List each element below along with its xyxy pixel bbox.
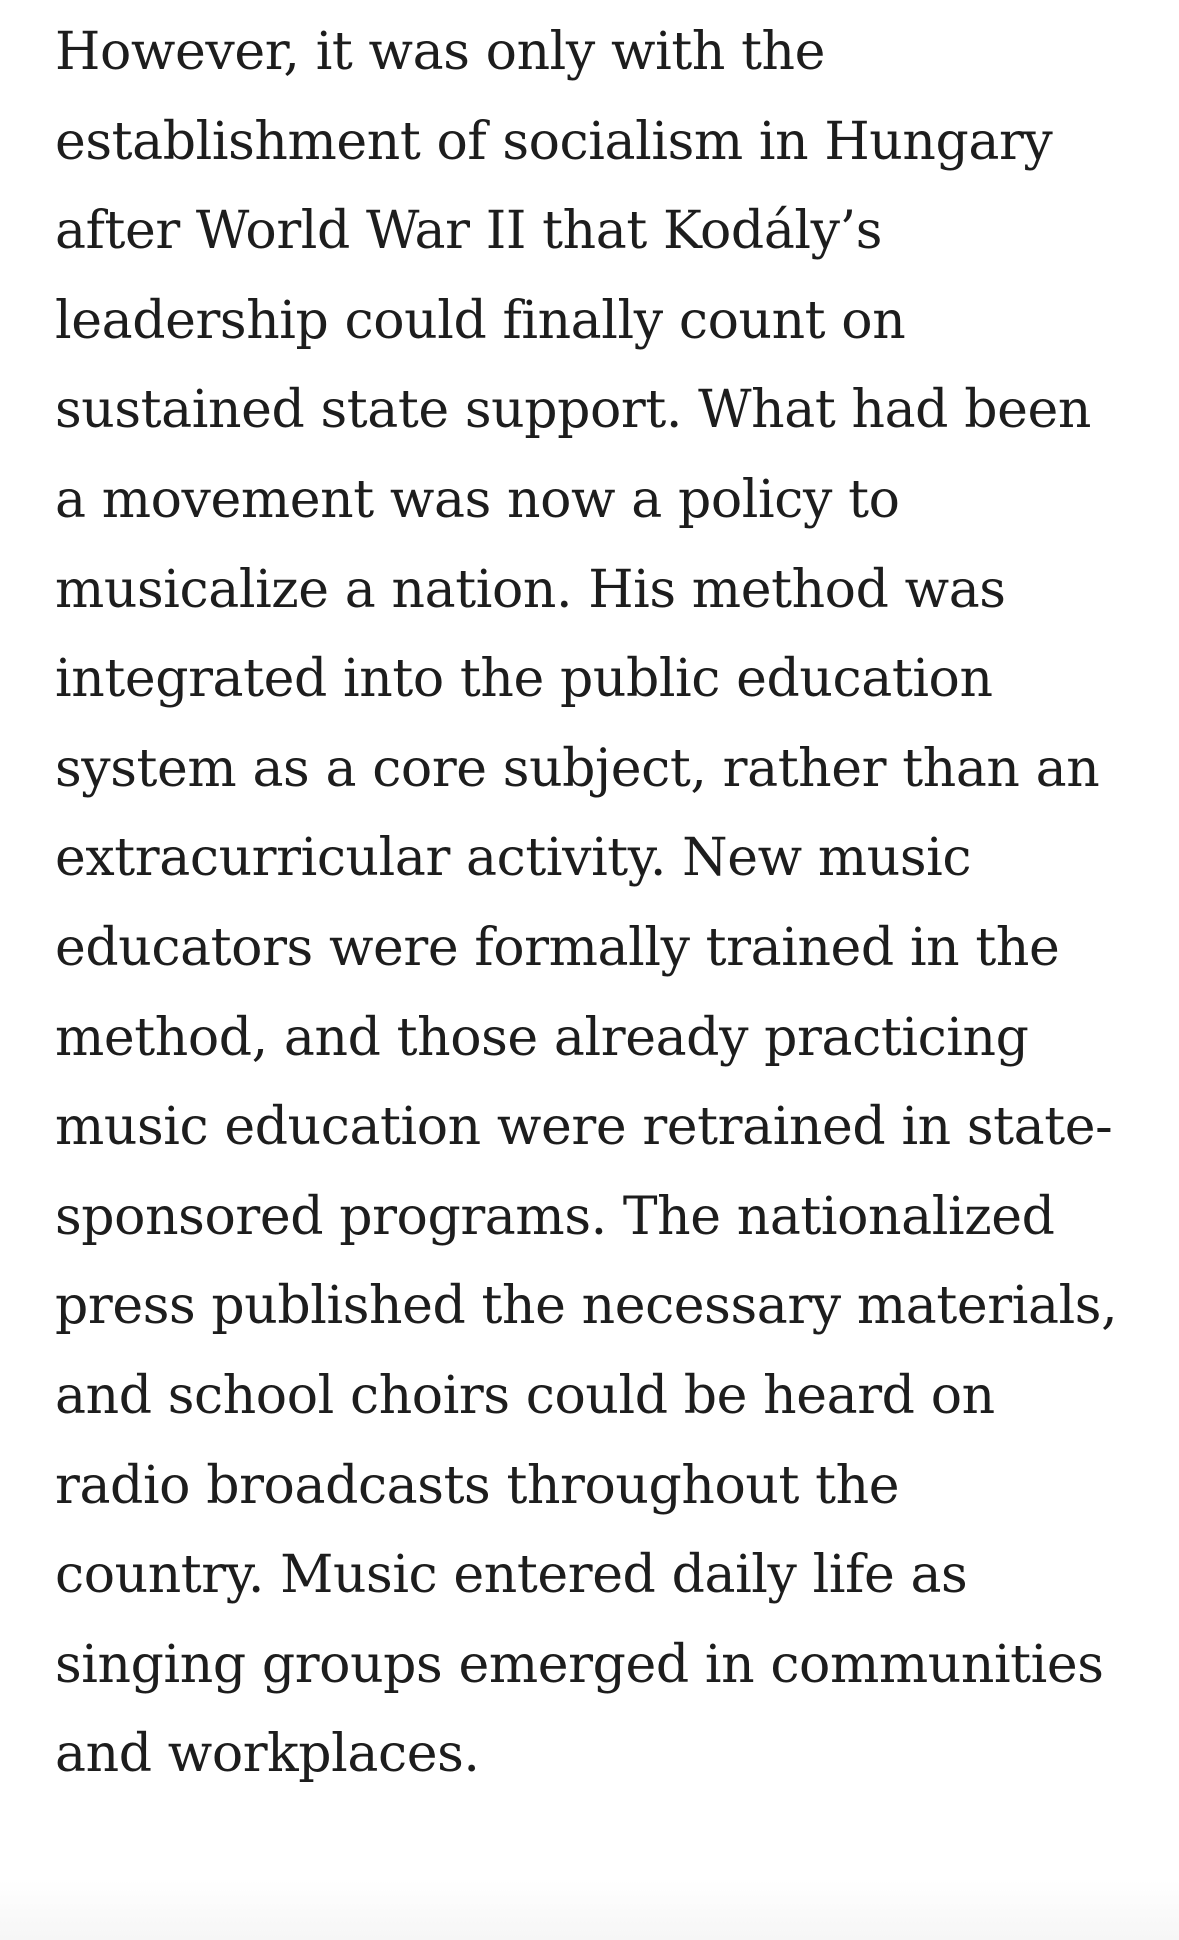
- paragraph-line: press published the necessary materials,: [55, 1276, 1118, 1337]
- paragraph-line: sponsored programs. The nationalized: [55, 1186, 1055, 1247]
- paragraph-line: method, and those already practicing: [55, 1007, 1029, 1068]
- paragraph-line: establishment of socialism in Hungary: [55, 111, 1053, 172]
- paragraph-line: after World War II that Kodály’s: [55, 201, 883, 262]
- paragraph-line: musicalize a nation. His method was: [55, 559, 1006, 620]
- paragraph-line: extracurricular activity. New music: [55, 828, 972, 889]
- paragraph-line: and workplaces.: [55, 1724, 480, 1785]
- paragraph-line: leadership could finally count on: [55, 290, 906, 351]
- bottom-fade-divider: [0, 1880, 1179, 1940]
- paragraph-line: country. Music entered daily life as: [55, 1545, 968, 1606]
- paragraph-line: sustained state support. What had been: [55, 380, 1091, 441]
- paragraph-line: and school choirs could be heard on: [55, 1365, 995, 1426]
- paragraph-line: music education were retrained in state-: [55, 1097, 1113, 1158]
- paragraph-line: educators were formally trained in the: [55, 917, 1060, 978]
- article-paragraph: [55, 8, 1145, 1800]
- paragraph-line: system as a core subject, rather than an: [55, 738, 1100, 799]
- paragraph-line: singing groups emerged in communities: [55, 1634, 1104, 1695]
- paragraph-line: However, it was only with the: [55, 22, 826, 82]
- paragraph-line: integrated into the public education: [55, 649, 993, 710]
- paragraph-line: radio broadcasts throughout the: [55, 1455, 900, 1516]
- paragraph-line: a movement was now a policy to: [55, 469, 900, 530]
